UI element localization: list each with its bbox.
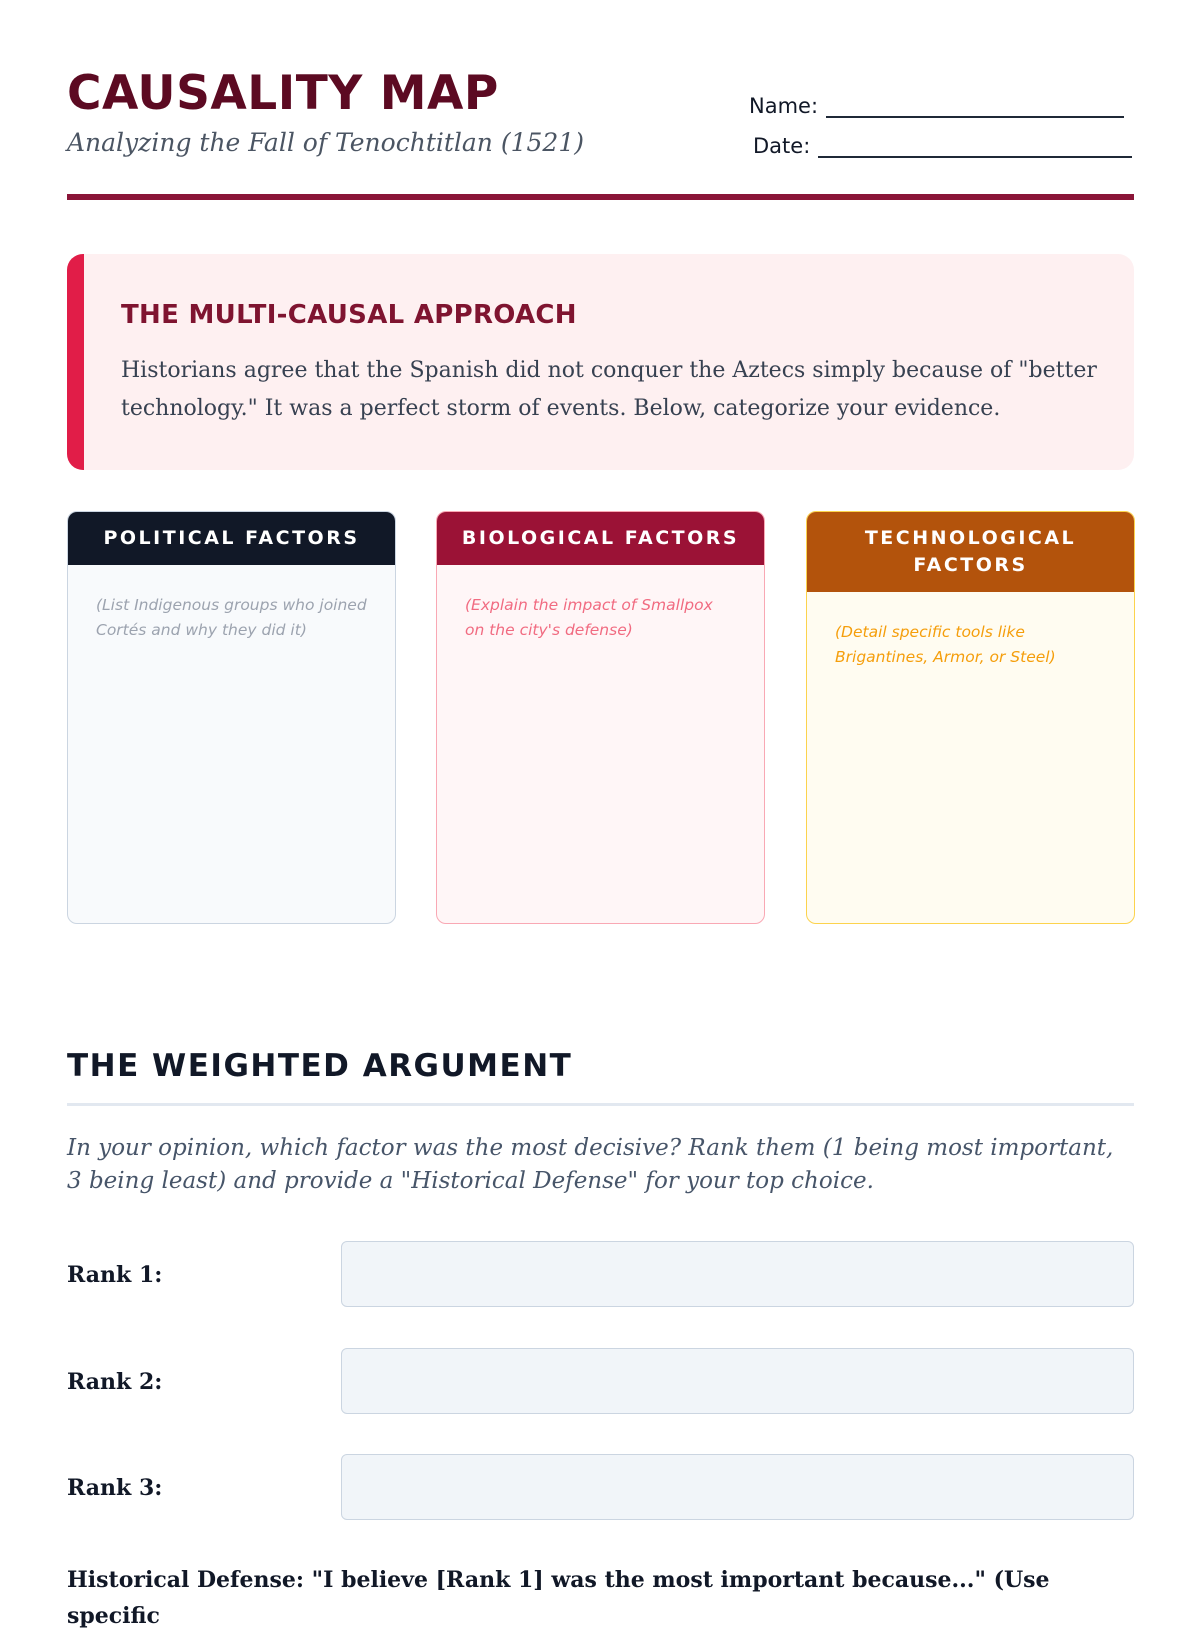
political-factors-header: POLITICAL FACTORS: [68, 512, 395, 565]
date-field: [753, 134, 1132, 158]
biological-factors-box[interactable]: [436, 511, 765, 924]
rank-1-label: Rank 1:: [67, 1262, 163, 1288]
approach-title: THE MULTI-CAUSAL APPROACH: [121, 300, 577, 330]
name-label: Name:: [749, 94, 819, 118]
date-input-line[interactable]: [818, 134, 1132, 158]
weighted-argument-instructions: In your opinion, which factor was the most decisive? Rank them (1 being most important, 3 being least) and provide a "Historical Defense" for your top choice.: [67, 1135, 1114, 1194]
worksheet-header: [67, 62, 1134, 202]
biological-factors-header: BIOLOGICAL FACTORS: [437, 512, 764, 565]
name-input-line[interactable]: [826, 94, 1124, 118]
name-field: [749, 94, 1124, 118]
approach-body: Historians agree that the Spanish did not conquer the Aztecs simply because of "better technology." It was a perfect storm of events. Below, categorize your evidence.: [121, 358, 1097, 421]
weighted-argument-divider: [67, 1103, 1134, 1106]
worksheet-title: CAUSALITY MAP: [67, 66, 499, 121]
political-factors-box[interactable]: [67, 511, 396, 924]
technological-factors-hint: (Detail specific tools like Brigantines, Armor, or Steel): [835, 623, 1056, 666]
biological-factors-hint: (Explain the impact of Smallpox on the city's defense): [465, 596, 713, 639]
political-factors-hint: (List Indigenous groups who joined Cortés and why they did it): [96, 596, 367, 639]
rank-2-label: Rank 2:: [67, 1369, 163, 1395]
rank-3-input[interactable]: [341, 1454, 1134, 1520]
worksheet-subtitle: Analyzing the Fall of Tenochtitlan (1521): [67, 128, 584, 157]
rank-1-input[interactable]: [341, 1241, 1134, 1307]
rank-2-input[interactable]: [341, 1348, 1134, 1414]
date-label: Date:: [753, 134, 811, 158]
weighted-argument-title: THE WEIGHTED ARGUMENT: [67, 1048, 573, 1084]
historical-defense-prompt: Historical Defense: "I believe [Rank 1] was the most important because..." (Use specific: [67, 1567, 1050, 1629]
rank-3-label: Rank 3:: [67, 1475, 163, 1501]
header-divider: [67, 194, 1134, 200]
multi-causal-approach-callout: [67, 254, 1134, 470]
technological-factors-box[interactable]: [806, 511, 1135, 924]
technological-factors-header: TECHNOLOGICAL FACTORS: [807, 512, 1134, 592]
